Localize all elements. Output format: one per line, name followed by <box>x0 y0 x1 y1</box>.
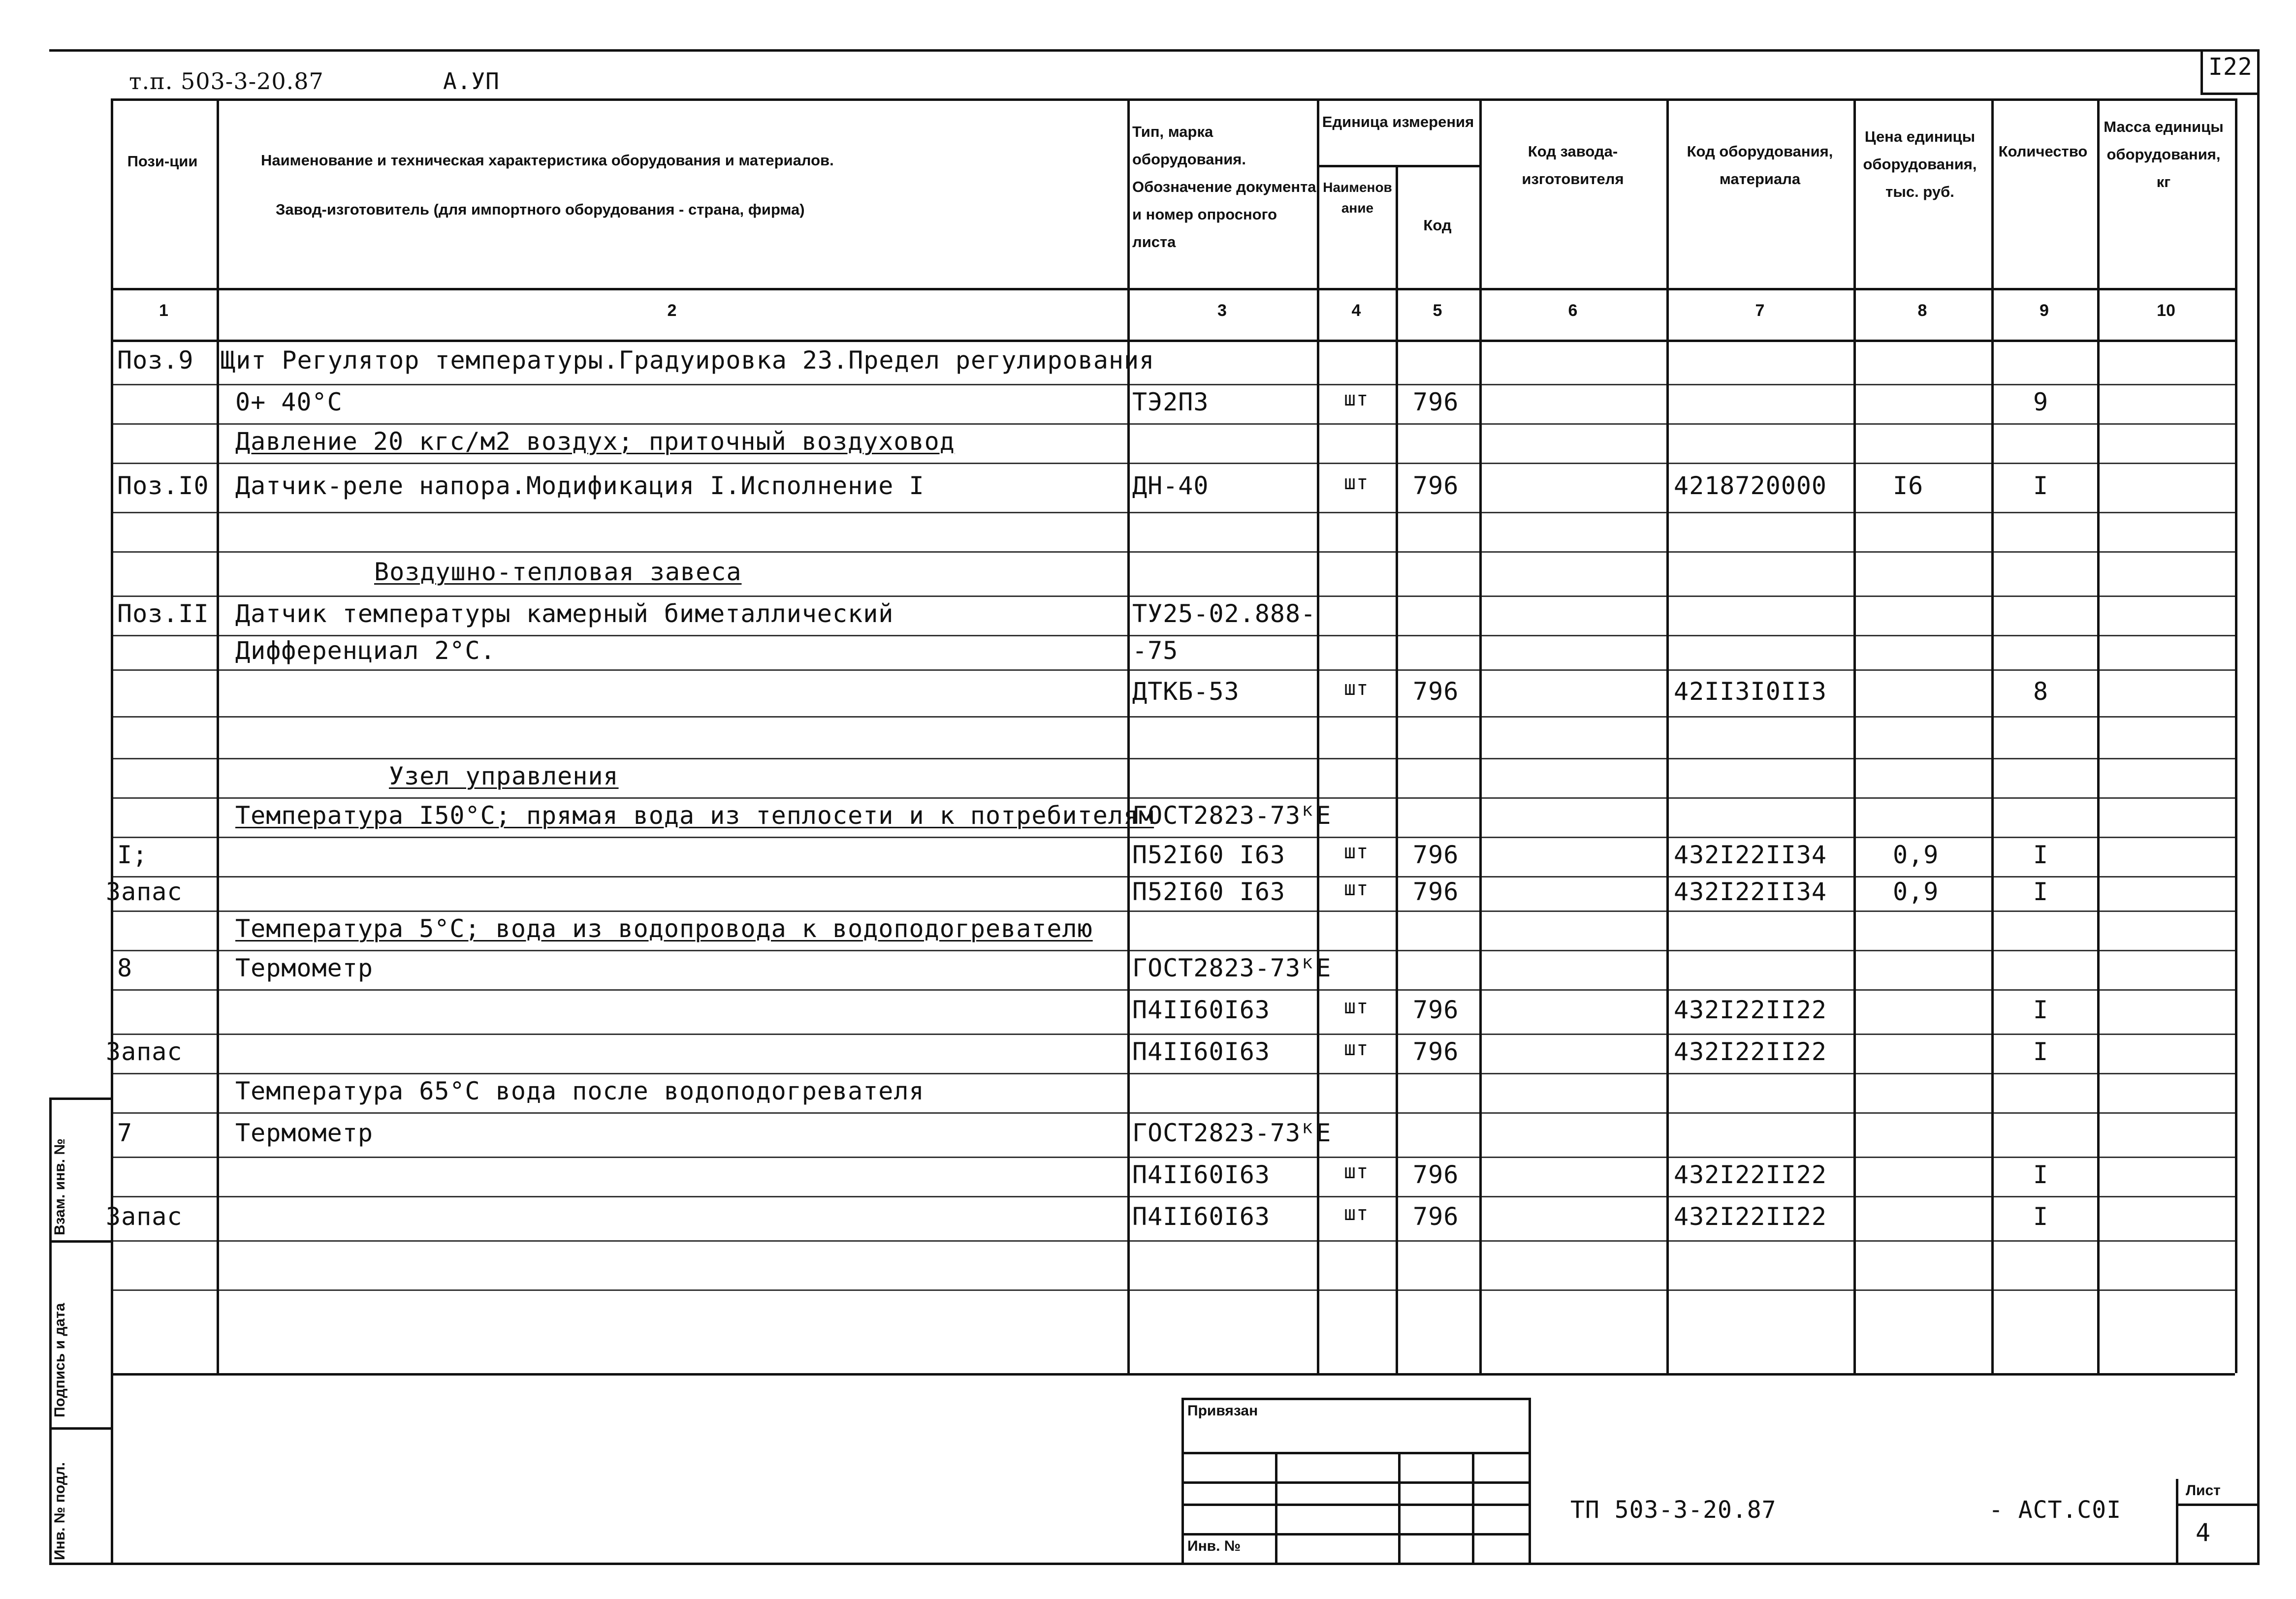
sheet-label: Лист <box>2186 1482 2221 1499</box>
header-unit-name: Наименование <box>1323 180 1392 216</box>
row-equipment-code: 432I22II22 <box>1674 1160 1827 1189</box>
row-position: Запас <box>106 1202 183 1231</box>
row-type: ДТКБ-53 <box>1132 677 1240 706</box>
row-unit-code: 796 <box>1413 677 1459 706</box>
header-bottom-line <box>111 288 2235 290</box>
row-equipment-code: 432I22II22 <box>1674 1202 1827 1231</box>
row-price: 0,9 <box>1893 841 1939 869</box>
row-equipment-code: 42II3I0II3 <box>1674 677 1827 706</box>
header-mass: Масса единицы оборудования, кг <box>2104 118 2224 190</box>
row-line-4 <box>111 512 2235 513</box>
left-frame-extension <box>111 1373 113 1563</box>
column-line-8 <box>1991 98 1994 1373</box>
row-quantity: I <box>2033 996 2049 1024</box>
header-name-line1: Наименование и техническая характеристика оборудования и материалов. <box>261 152 834 169</box>
row-line-15 <box>111 950 2235 951</box>
column-number-9: 9 <box>2040 301 2049 320</box>
header-unit: Единица измерения <box>1322 113 1474 130</box>
column-line-7 <box>1853 98 1856 1373</box>
row-quantity: 9 <box>2033 388 2049 416</box>
row-type: П52I60 I63 <box>1132 841 1286 869</box>
row-quantity: I <box>2033 471 2049 500</box>
row-position: Поз.II <box>117 599 209 628</box>
column-number-1: 1 <box>159 301 168 320</box>
row-equipment-code: 432I22II34 <box>1674 841 1827 869</box>
row-name: Давление 20 кгс/м2 воздух; приточный воздуховод <box>235 427 955 456</box>
row-type: ГОСТ2823-73ᴷЕ <box>1132 801 1332 830</box>
header-unit-code: Код <box>1423 217 1452 234</box>
row-name: Термометр <box>235 954 373 982</box>
column-number-6: 6 <box>1568 301 1578 320</box>
row-type: ТЭ2П3 <box>1132 388 1209 416</box>
row-unit: шт <box>1344 677 1369 700</box>
row-name: Термометр <box>235 1119 373 1147</box>
right-frame-line <box>2257 49 2260 1565</box>
row-price: I6 <box>1893 471 1924 500</box>
row-unit: шт <box>1344 471 1369 494</box>
header-name-line2: Завод-изготовитель (для импортного оборудования - страна, фирма) <box>276 201 805 218</box>
row-unit: шт <box>1344 996 1369 1018</box>
row-unit: шт <box>1344 841 1369 863</box>
column-number-8: 8 <box>1917 301 1927 320</box>
header-factory-code: Код завода-изготовителя <box>1522 143 1624 188</box>
row-name: Щит Регулятор температуры.Градуировка 23.Предел регулирования <box>221 346 1155 375</box>
row-equipment-code: 4218720000 <box>1674 471 1827 500</box>
row-line-5 <box>111 551 2235 553</box>
row-name: Температура 65°С вода после водоподогревателя <box>235 1077 925 1105</box>
column-line-2 <box>1127 98 1130 1373</box>
binding-stamp-row-1 <box>1181 1452 1531 1454</box>
row-unit-code: 796 <box>1413 841 1459 869</box>
binding-stamp-row-2 <box>1181 1481 1531 1484</box>
row-name: Дифференциал 2°С. <box>235 636 496 665</box>
row-name: Узел управления <box>389 762 619 790</box>
column-number-2: 2 <box>667 301 677 320</box>
column-line-5 <box>1479 98 1482 1373</box>
column-line-1 <box>217 98 219 1373</box>
row-type: П4II60I63 <box>1132 996 1270 1024</box>
row-type: ДН-40 <box>1132 471 1209 500</box>
row-unit-code: 796 <box>1413 1202 1459 1231</box>
page-number: I22 <box>2208 53 2253 81</box>
row-name: Температура I50°С; прямая вода из теплосети и к потребителям <box>235 801 1154 830</box>
row-line-6 <box>111 596 2235 597</box>
header-type: Тип, марка оборудования. Обозначение документа и номер опросного листа <box>1132 123 1316 251</box>
row-name: 0+ 40°C <box>235 388 343 416</box>
row-quantity: I <box>2033 878 2049 906</box>
side-stamp-divider-2 <box>49 1427 111 1430</box>
header-equipment-code: Код оборудования, материала <box>1687 143 1833 188</box>
row-line-9 <box>111 716 2235 718</box>
column-number-4: 4 <box>1351 301 1361 320</box>
row-type: П52I60 I63 <box>1132 878 1286 906</box>
binding-stamp-col-3 <box>1472 1452 1474 1563</box>
row-quantity: I <box>2033 1037 2049 1066</box>
table-bottom-line <box>111 1373 2235 1376</box>
column-line-4 <box>1396 165 1398 1373</box>
row-unit-code: 796 <box>1413 1037 1459 1066</box>
column-number-10: 10 <box>2157 301 2175 320</box>
doc-reference: т.п. 503-3-20.87 <box>129 68 324 94</box>
row-unit: шт <box>1344 1202 1369 1225</box>
row-line-14 <box>111 910 2235 912</box>
column-number-5: 5 <box>1433 301 1442 320</box>
row-name: Датчик температуры камерный биметаллический <box>235 599 894 628</box>
row-line-10 <box>111 758 2235 759</box>
row-type: ГОСТ2823-73ᴷЕ <box>1132 1119 1332 1147</box>
row-price: 0,9 <box>1893 878 1939 906</box>
row-type: -75 <box>1132 636 1179 665</box>
header-quantity: Количество <box>1998 143 2088 160</box>
binding-stamp-col-2 <box>1398 1452 1401 1563</box>
column-line-10 <box>2235 98 2237 1373</box>
row-type: ТУ25-02.888- <box>1132 599 1316 628</box>
row-line-19 <box>111 1112 2235 1114</box>
column-number-7: 7 <box>1755 301 1765 320</box>
row-line-2 <box>111 423 2235 425</box>
row-unit: шт <box>1344 878 1369 900</box>
top-rule <box>49 49 2257 52</box>
sheet-box-divider <box>2176 1504 2257 1506</box>
column-line-3 <box>1317 98 1319 1373</box>
unit-subheader-line <box>1317 165 1479 167</box>
row-type: П4II60I63 <box>1132 1160 1270 1189</box>
row-line-16 <box>111 989 2235 991</box>
row-line-21 <box>111 1196 2235 1197</box>
row-unit-code: 796 <box>1413 388 1459 416</box>
row-equipment-code: 432I22II22 <box>1674 996 1827 1024</box>
row-quantity: I <box>2033 841 2049 869</box>
row-type: П4II60I63 <box>1132 1037 1270 1066</box>
row-line-23 <box>111 1289 2235 1291</box>
row-position: Поз.9 <box>117 346 194 375</box>
row-line-20 <box>111 1157 2235 1158</box>
column-line-9 <box>2097 98 2100 1373</box>
column-line-6 <box>1666 98 1669 1373</box>
row-position: I; <box>117 841 148 869</box>
row-position: 8 <box>117 954 133 982</box>
row-line-18 <box>111 1073 2235 1074</box>
column-number-3: 3 <box>1217 301 1227 320</box>
row-type: ГОСТ2823-73ᴷЕ <box>1132 954 1332 982</box>
sheet-number: 4 <box>2196 1518 2211 1547</box>
row-line-1 <box>111 384 2235 385</box>
row-line-3 <box>111 463 2235 464</box>
row-line-17 <box>111 1034 2235 1035</box>
row-position: Поз.I0 <box>117 471 209 500</box>
row-line-12 <box>111 837 2235 838</box>
document-code: ТП 503-3-20.87 <box>1570 1496 1777 1524</box>
table-top-line <box>111 98 2235 101</box>
side-stamp-top <box>49 1097 111 1100</box>
row-unit: шт <box>1344 1160 1369 1183</box>
row-line-8 <box>111 669 2235 671</box>
row-quantity: 8 <box>2033 677 2049 706</box>
row-line-11 <box>111 797 2235 799</box>
row-equipment-code: 432I22II34 <box>1674 878 1827 906</box>
column-line-0 <box>111 98 113 1373</box>
row-quantity: I <box>2033 1160 2049 1189</box>
side-stamp-vzam-inv: Взам. инв. № <box>52 1138 68 1235</box>
side-stamp-divider-1 <box>49 1240 111 1243</box>
row-position: Запас <box>106 1037 183 1066</box>
inventory-number-label: Инв. № <box>1187 1538 1241 1554</box>
album-code: А.УП <box>443 68 500 94</box>
row-quantity: I <box>2033 1202 2049 1231</box>
row-name: Температура 5°С; вода из водопровода к водоподогревателю <box>235 914 1093 943</box>
row-position: 7 <box>117 1119 133 1147</box>
document-suffix: - АСТ.С0I <box>1989 1496 2122 1524</box>
row-unit-code: 796 <box>1413 471 1459 500</box>
number-row-line <box>111 340 2235 342</box>
bottom-frame-line <box>49 1563 2257 1565</box>
binding-stamp-row-4 <box>1181 1533 1531 1536</box>
header-price: Цена единицы оборудования, тыс. руб. <box>1863 128 1977 200</box>
row-line-22 <box>111 1240 2235 1242</box>
row-unit: шт <box>1344 388 1369 410</box>
side-stamp-inv-podl: Инв. № подл. <box>52 1462 68 1560</box>
header-positions: Пози-ции <box>127 153 198 170</box>
row-name: Воздушно-тепловая завеса <box>374 558 742 586</box>
row-unit-code: 796 <box>1413 996 1459 1024</box>
row-unit-code: 796 <box>1413 878 1459 906</box>
side-stamp-signature-date: Подпись и дата <box>52 1303 68 1417</box>
row-unit-code: 796 <box>1413 1160 1459 1189</box>
row-unit: шт <box>1344 1037 1369 1060</box>
binding-stamp-row-3 <box>1181 1504 1531 1506</box>
binding-stamp-label: Привязан <box>1187 1403 1258 1419</box>
row-type: П4II60I63 <box>1132 1202 1270 1231</box>
binding-stamp-col-1 <box>1275 1452 1277 1563</box>
row-name: Датчик-реле напора.Модификация I.Исполнение I <box>235 471 925 500</box>
row-equipment-code: 432I22II22 <box>1674 1037 1827 1066</box>
row-position: Запас <box>106 878 183 906</box>
